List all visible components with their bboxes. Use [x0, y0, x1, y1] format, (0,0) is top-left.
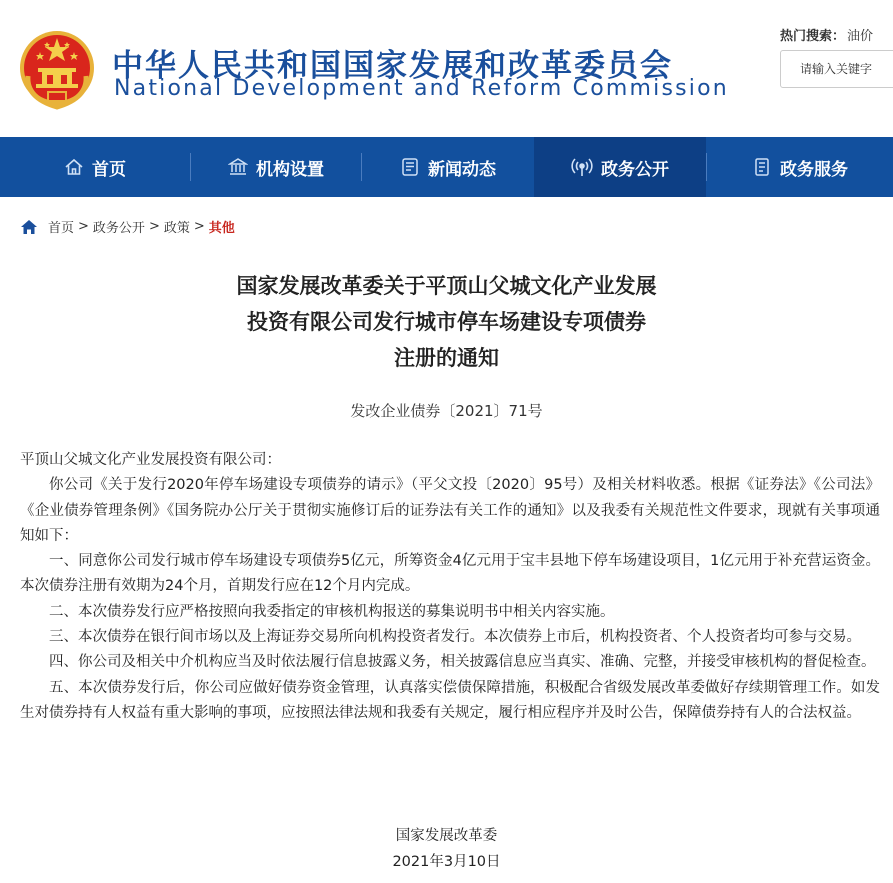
nav-label-home: 首页: [92, 159, 126, 180]
broadcast-icon: [571, 157, 593, 177]
signature: 国家发展改革委: [395, 828, 498, 844]
document-icon: [752, 157, 772, 177]
paragraph: 四、你公司及相关中介机构应当及时依法履行信息披露义务，相关披露信息应当真实、准确、完整，并接受审核机构的督促检查。: [49, 654, 876, 671]
article-body: [20, 448, 880, 726]
paragraph: 五、本次债券发行后，你公司应做好债券资金管理，认真落实偿债保障措施，积极配合省级发展改革委做好存续期管理工作。如发生对债券持有人权益有重大影响的事项，应按照法律法规和我委有关规定，履行相应程序并及时公告，保障债券持有人的合法权益。: [20, 679, 880, 721]
nav-label-public-affairs: 政务公开: [601, 159, 669, 180]
breadcrumb-current[interactable]: 其他: [208, 221, 235, 236]
hot-search-label: 热门搜索：: [780, 29, 846, 44]
article-title-line: 投资有限公司发行城市停车场建设专项债券: [247, 310, 646, 334]
site-title-chinese[interactable]: 中华人民共和国国家发展和改革委员会: [112, 48, 673, 84]
breadcrumb-separator: >: [148, 219, 160, 234]
home-icon: [64, 157, 84, 177]
news-icon: [400, 157, 420, 177]
main-nav: [0, 137, 893, 197]
document-number: 发改企业债券〔2021〕71号: [350, 402, 543, 420]
search-input[interactable]: [780, 50, 893, 88]
hot-search-keyword[interactable]: 油价: [847, 29, 874, 44]
nav-item-services[interactable]: [707, 137, 893, 197]
article-title-line: 国家发展改革委关于平顶山父城文化产业发展: [236, 274, 657, 298]
paragraph: 你公司《关于发行2020年停车场建设专项债券的请示》（平父文投〔2020〕95号）及相关材料收悉。根据《证券法》《公司法》《企业债券管理条例》《国务院办公厅关于贯彻实施修订后的证券法有关工作的通知》以及我委有关规范性文件要求，现就有关事项通知如下：: [20, 477, 880, 544]
national-emblem-icon[interactable]: [18, 28, 96, 110]
breadcrumb-link-policy[interactable]: 政策: [163, 221, 190, 236]
site-header: [0, 0, 893, 137]
article-title-line: 注册的通知: [394, 346, 499, 370]
breadcrumb-separator: >: [193, 219, 205, 234]
nav-item-home[interactable]: [0, 137, 190, 197]
breadcrumb-link-public-affairs[interactable]: 政务公开: [92, 221, 145, 236]
nav-item-organization[interactable]: [191, 137, 361, 197]
breadcrumb: [20, 217, 235, 236]
site-title-english[interactable]: National Development and Reform Commission: [114, 76, 729, 101]
signature-block: [0, 823, 893, 875]
nav-label-news: 新闻动态: [428, 159, 496, 180]
home-icon[interactable]: [20, 219, 38, 235]
nav-label-services: 政务服务: [780, 159, 848, 180]
paragraph: 二、本次债券发行应严格按照向我委指定的审核机构报送的募集说明书中相关内容实施。: [49, 603, 615, 620]
article-title: [0, 268, 893, 376]
salutation: 平顶山父城文化产业发展投资有限公司：: [20, 452, 281, 468]
nav-item-public-affairs[interactable]: [534, 137, 706, 197]
nav-label-organization: 机构设置: [256, 159, 324, 180]
issue-date: 2021年3月10日: [392, 854, 501, 870]
breadcrumb-link-home[interactable]: 首页: [48, 221, 75, 236]
paragraph: 一、同意你公司发行城市停车场建设专项债券5亿元，所筹资金4亿元用于宝丰县地下停车场建设项目，1亿元用于补充营运资金。本次债券注册有效期为24个月，首期发行应在12个月内完成。: [20, 553, 880, 595]
breadcrumb-separator: >: [78, 219, 89, 234]
hot-search: [780, 25, 873, 44]
nav-item-news[interactable]: [362, 137, 534, 197]
building-icon: [228, 157, 248, 177]
paragraph: 三、本次债券在银行间市场以及上海证券交易所向机构投资者发行。本次债券上市后，机构投资者、个人投资者均可参与交易。: [49, 629, 861, 646]
